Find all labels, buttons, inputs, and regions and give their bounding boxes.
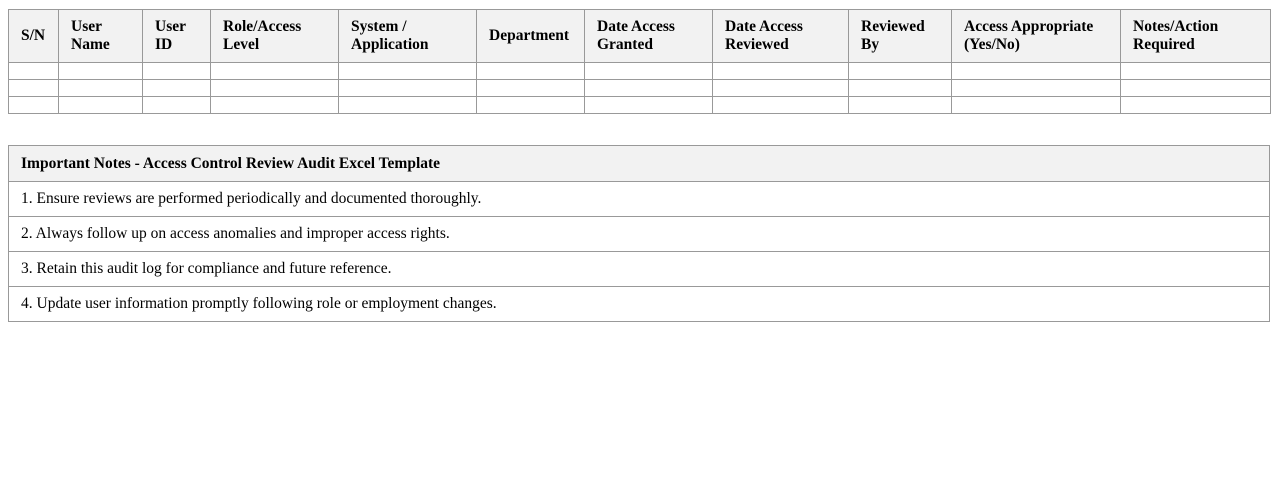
important-notes-table — [8, 145, 1270, 322]
access-review-table — [8, 9, 1271, 114]
table-cell[interactable] — [585, 80, 713, 97]
table-cell[interactable] — [952, 97, 1121, 114]
table-cell[interactable] — [477, 63, 585, 80]
table-header-row — [9, 10, 1271, 63]
table-cell[interactable] — [9, 63, 59, 80]
table-cell[interactable] — [143, 97, 211, 114]
note-item: 2. Always follow up on access anomalies and improper access rights. — [9, 217, 1270, 252]
table-cell[interactable] — [339, 63, 477, 80]
column-header-reviewed-by: Reviewed By — [849, 10, 952, 63]
table-cell[interactable] — [477, 97, 585, 114]
list-item — [9, 182, 1270, 217]
note-item: 4. Update user information promptly following role or employment changes. — [9, 287, 1270, 322]
table-row — [9, 97, 1271, 114]
table-cell[interactable] — [59, 63, 143, 80]
table-cell[interactable] — [952, 80, 1121, 97]
table-cell[interactable] — [59, 97, 143, 114]
table-cell[interactable] — [211, 97, 339, 114]
notes-title: Important Notes - Access Control Review Audit Excel Template — [9, 146, 1270, 182]
table-cell[interactable] — [211, 63, 339, 80]
column-header-date-access-granted: Date Access Granted — [585, 10, 713, 63]
table-cell[interactable] — [477, 80, 585, 97]
list-item — [9, 217, 1270, 252]
note-item: 3. Retain this audit log for compliance and future reference. — [9, 252, 1270, 287]
column-header-sn: S/N — [9, 10, 59, 63]
note-item: 1. Ensure reviews are performed periodically and documented thoroughly. — [9, 182, 1270, 217]
table-cell[interactable] — [849, 63, 952, 80]
table-cell[interactable] — [952, 63, 1121, 80]
table-row — [9, 80, 1271, 97]
column-header-notes-action-required: Notes/Action Required — [1121, 10, 1271, 63]
table-cell[interactable] — [339, 97, 477, 114]
table-cell[interactable] — [713, 63, 849, 80]
column-header-user-name: User Name — [59, 10, 143, 63]
table-cell[interactable] — [211, 80, 339, 97]
table-cell[interactable] — [9, 80, 59, 97]
table-cell[interactable] — [585, 97, 713, 114]
notes-header-row — [9, 146, 1270, 182]
table-cell[interactable] — [713, 97, 849, 114]
table-cell[interactable] — [585, 63, 713, 80]
column-header-role-access-level: Role/Access Level — [211, 10, 339, 63]
table-cell[interactable] — [143, 63, 211, 80]
table-cell[interactable] — [849, 80, 952, 97]
list-item — [9, 287, 1270, 322]
table-cell[interactable] — [713, 80, 849, 97]
column-header-system-application: System / Application — [339, 10, 477, 63]
list-item — [9, 252, 1270, 287]
table-cell[interactable] — [1121, 63, 1271, 80]
table-cell[interactable] — [1121, 80, 1271, 97]
table-cell[interactable] — [339, 80, 477, 97]
table-cell[interactable] — [849, 97, 952, 114]
column-header-access-appropriate: Access Appropriate (Yes/No) — [952, 10, 1121, 63]
column-header-user-id: User ID — [143, 10, 211, 63]
table-cell[interactable] — [59, 80, 143, 97]
table-row — [9, 63, 1271, 80]
table-cell[interactable] — [143, 80, 211, 97]
column-header-date-access-reviewed: Date Access Reviewed — [713, 10, 849, 63]
column-header-department: Department — [477, 10, 585, 63]
table-cell[interactable] — [9, 97, 59, 114]
table-cell[interactable] — [1121, 97, 1271, 114]
